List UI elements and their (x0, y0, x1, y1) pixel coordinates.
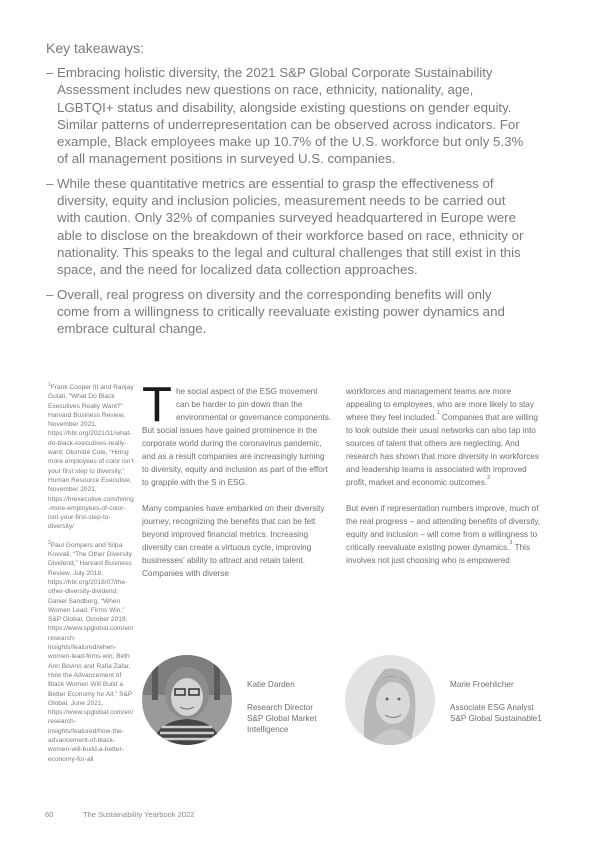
key-takeaways (46, 40, 526, 344)
page-footer (45, 810, 194, 819)
paragraph (346, 385, 546, 489)
takeaway-text: While these quantitative metrics are essential to grasp the effectiveness of diversity, equity and inclusion policies, measurement needs to be carried out with caution. Only 32% of companies surveyed headquartered in Europe were able to disclose on the breakdown of their workforce based on race, ethnicity or nationality. This speaks to the legal and cultural challenges that still exist in this space, and the need for localized data collection approaches. (57, 175, 524, 278)
paragraph-text: he social aspect of the ESG movement can be harder to pin down than the environmental or governance components. But social issues have gained prominence in the corporate world during the coronavirus pandemic, and as a result companies are increasingly turning to diversity, equity and inclusion as part of the effort to grapple with the S in ESG. (142, 387, 332, 487)
dash-bullet: – (46, 286, 54, 302)
paragraph-text: This involves not just choosing who is empowered (346, 543, 531, 565)
takeaway-item (46, 64, 526, 168)
author-name: Marie Froehlicher (450, 680, 514, 689)
body-column-middle (142, 378, 332, 593)
publication-title: The Sustainability Yearbook 2022 (83, 810, 195, 819)
footnote-ref[interactable]: 3 (509, 540, 513, 546)
paragraph (142, 378, 332, 489)
author-org: S&P Global Sustainable1 (450, 714, 542, 723)
takeaway-item (46, 286, 526, 338)
avatar (345, 655, 435, 745)
drop-cap: T (142, 378, 172, 432)
avatar (142, 655, 232, 745)
takeaway-item (46, 175, 526, 279)
paragraph (346, 502, 546, 567)
takeaway-text: Embracing holistic diversity, the 2021 S&P Global Corporate Sustainability Assessment includes new questions on race, ethnicity, nationality, age, LGBTQI+ status and disability, alongside existing questions on gender equity. Similar patterns of underrepresentation can be observed across indicators. For example, Black employees make up 10.7% of the U.S. workforce but only 5.3% of all management positions in surveyed U.S. companies. (57, 65, 524, 167)
author-name: Katie Darden (247, 680, 295, 689)
author-info (247, 679, 329, 735)
portrait-photo-icon (345, 655, 435, 745)
portrait-photo-icon (142, 655, 232, 745)
dash-bullet: – (46, 175, 54, 191)
takeaway-text: Overall, real progress on diversity and the corresponding benefits will only come from a willingness to critically reevaluate existing power dynamics and embrace cultural change. (57, 286, 505, 337)
author-info (450, 679, 550, 724)
author-title: Associate ESG Analyst (450, 703, 534, 712)
paragraph-text: Companies that are willing to look outside their usual networks can also tap into sources of talent that others are neglecting. And research has shown that more diversity in workforces and leadership teams is associated with improved profit, market and economic outcomes. (346, 413, 539, 487)
body-column-right (346, 385, 546, 580)
footnote-text: Frank Cooper III and Ranjay Gulati, “What Do Black Executives Really Want?” Harvard Business Review, November 2021, https://hbr.org/2021/11/what-do-black-executives-really-want; Olumidé Cole, “Hiring more employees of color isn’t your first step to diversity,” Human Resource Executive, November 2021, https://hrexecutive.com/hiring-more-employees-of-color-isnt-your-first-step-to-diversity/ (48, 384, 134, 531)
page-number: 60 (45, 810, 54, 819)
footnote-ref[interactable]: 1 (436, 410, 440, 416)
footnote-text: Paul Gompers and Silpa Kovvali, “The Other Diversity Dividend,” Harvard Business Review, July 2018, https://hbr.org/2018/07/the-other-diversity-dividend; Daniel Sandberg, “When Women Lead, Firms Win,” S&P Global, October 2019, https://www.spglobal.com/en/research-insights/featured/when-women-lead-firms-win; Beth Ann Bovino and Rafia Zafar, How the Advancement of Black Women Will Build a Better Economy for All,” S&P Global, June 2021, https://www.spglobal.com/en/research-insights/featured/how-the-advancement-of-black-women-will-build-a-better-economy-for-all (48, 541, 134, 763)
footnotes (48, 383, 134, 773)
author-org: S&P Global Market Intelligence (247, 714, 317, 734)
footnote-number: 1 (48, 382, 51, 388)
author-card (142, 655, 337, 745)
footnote-2 (48, 541, 134, 764)
paragraph-text: workforces and management teams are more appealing to employees, who are more likely to stay where they feel included. (346, 387, 534, 422)
paragraph-text: But even if representation numbers improve, much of the real progress – and attending benefits of diversity, equity and inclusion – will come from a willingness to critically reevaluate existing power dynamics. (346, 504, 541, 552)
footnote-ref[interactable]: 2 (487, 475, 491, 481)
takeaways-title: Key takeaways: (46, 40, 145, 56)
dash-bullet: – (46, 65, 54, 80)
paragraph: Many companies have embarked on their diversity journey, recognizing the benefits that can be felt beyond improved financial metrics. Increasing diversity can create a virtuous cycle, improving businesses’ ability to attract and retain talent. Companies with diverse (142, 504, 325, 578)
author-title: Research Director (247, 703, 313, 712)
footnote-number: 2 (48, 539, 51, 546)
footnote-1 (48, 383, 134, 532)
author-card (345, 655, 555, 745)
